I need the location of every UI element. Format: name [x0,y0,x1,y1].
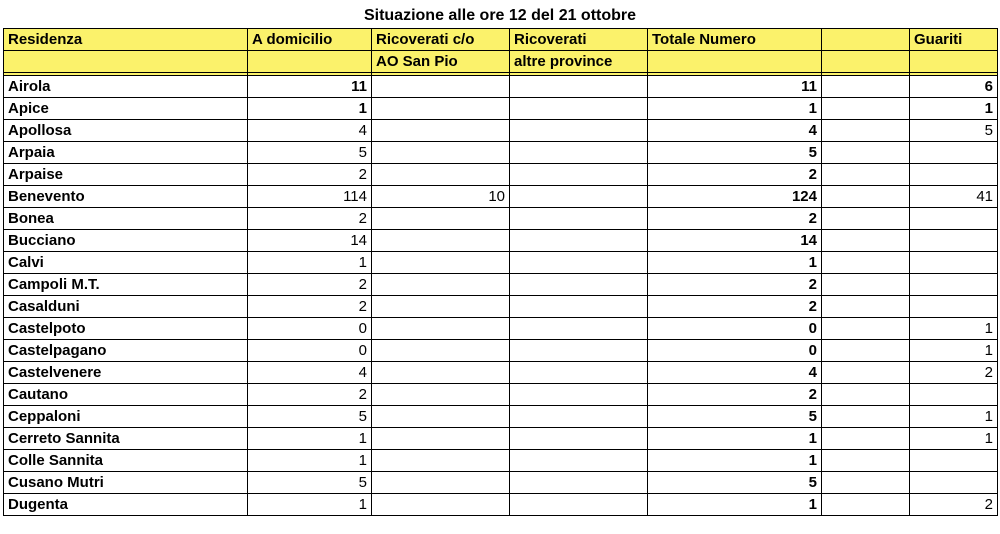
cell-blank[interactable] [822,296,910,318]
cell-ricoverati-altre[interactable] [510,274,648,296]
table-row [4,186,998,208]
cell-totale[interactable]: 1 [648,428,822,450]
cell-ricoverati-ao[interactable] [372,164,510,186]
cell-blank[interactable] [822,274,910,296]
table-row [4,208,998,230]
table-row [4,472,998,494]
header-sub-totale[interactable] [648,51,822,73]
header-row [4,29,998,51]
cell-domicilio[interactable]: 114 [248,186,372,208]
cell-residenza[interactable]: Bonea [4,208,248,230]
cell-ricoverati-altre[interactable] [510,142,648,164]
cell-totale[interactable]: 2 [648,164,822,186]
cell-residenza[interactable]: Airola [4,76,248,98]
cell-domicilio[interactable]: 0 [248,340,372,362]
cell-domicilio[interactable]: 2 [248,384,372,406]
header-sub-ricoverati-ao[interactable]: AO San Pio [372,51,510,73]
table-row [4,428,998,450]
cell-totale[interactable]: 11 [648,76,822,98]
cell-ricoverati-ao[interactable] [372,296,510,318]
cell-domicilio[interactable]: 2 [248,164,372,186]
cell-totale[interactable]: 5 [648,142,822,164]
cell-totale[interactable]: 124 [648,186,822,208]
cell-domicilio[interactable]: 1 [248,450,372,472]
cell-totale[interactable]: 5 [648,472,822,494]
cell-domicilio[interactable]: 4 [248,120,372,142]
table-row [4,494,998,516]
cell-totale[interactable]: 1 [648,494,822,516]
cell-totale[interactable]: 2 [648,384,822,406]
cell-domicilio[interactable]: 1 [248,98,372,120]
cell-domicilio[interactable]: 1 [248,428,372,450]
cell-blank[interactable] [822,384,910,406]
cell-totale[interactable]: 2 [648,208,822,230]
cell-ricoverati-altre[interactable] [510,450,648,472]
table-row [4,340,998,362]
cell-guariti[interactable] [910,230,998,252]
header-ricoverati-altre[interactable]: Ricoverati [510,29,648,51]
cell-totale[interactable]: 14 [648,230,822,252]
cell-domicilio[interactable]: 2 [248,296,372,318]
header-sub-ricoverati-altre[interactable]: altre province [510,51,648,73]
table-row [4,362,998,384]
cell-residenza[interactable]: Apice [4,98,248,120]
header-sub-guariti[interactable] [910,51,998,73]
cell-ricoverati-ao[interactable]: 10 [372,186,510,208]
cell-ricoverati-ao[interactable] [372,406,510,428]
table-row [4,450,998,472]
cell-guariti[interactable]: 2 [910,494,998,516]
cell-residenza[interactable]: Dugenta [4,494,248,516]
cell-ricoverati-altre[interactable] [510,296,648,318]
cell-guariti[interactable]: 1 [910,318,998,340]
cell-ricoverati-altre[interactable] [510,186,648,208]
cell-blank[interactable] [822,252,910,274]
cell-guariti[interactable]: 1 [910,406,998,428]
cell-ricoverati-altre[interactable] [510,208,648,230]
cell-guariti[interactable]: 1 [910,428,998,450]
table-row [4,296,998,318]
cell-totale[interactable]: 1 [648,252,822,274]
cell-totale[interactable]: 4 [648,120,822,142]
cell-guariti[interactable] [910,252,998,274]
cell-residenza[interactable]: Bucciano [4,230,248,252]
cell-ricoverati-altre[interactable] [510,164,648,186]
cell-domicilio[interactable]: 5 [248,406,372,428]
cell-ricoverati-ao[interactable] [372,362,510,384]
cell-blank[interactable] [822,318,910,340]
header-totale[interactable]: Totale Numero [648,29,822,51]
cell-guariti[interactable]: 1 [910,98,998,120]
cell-blank[interactable] [822,428,910,450]
cell-ricoverati-ao[interactable] [372,120,510,142]
cell-residenza[interactable]: Cautano [4,384,248,406]
cell-domicilio[interactable]: 2 [248,208,372,230]
cell-residenza[interactable]: Cusano Mutri [4,472,248,494]
sheet-title: Situazione alle ore 12 del 21 ottobre [363,7,637,24]
cell-residenza[interactable]: Arpaia [4,142,248,164]
table-row [4,98,998,120]
cell-blank[interactable] [822,230,910,252]
cell-totale[interactable]: 1 [648,450,822,472]
table-row [4,76,998,98]
cell-blank[interactable] [822,472,910,494]
cell-blank[interactable] [822,98,910,120]
cell-blank[interactable] [822,120,910,142]
cell-residenza[interactable]: Castelpagano [4,340,248,362]
cell-guariti[interactable]: 6 [910,76,998,98]
cell-ricoverati-altre[interactable] [510,120,648,142]
cell-ricoverati-ao[interactable] [372,230,510,252]
header-guariti[interactable]: Guariti [910,29,998,51]
cell-residenza[interactable]: Campoli M.T. [4,274,248,296]
header-sub-blank[interactable] [822,51,910,73]
cell-residenza[interactable]: Benevento [4,186,248,208]
cell-blank[interactable] [822,208,910,230]
cell-ricoverati-ao[interactable] [372,76,510,98]
table-row [4,230,998,252]
cell-totale[interactable]: 5 [648,406,822,428]
cell-guariti[interactable] [910,164,998,186]
cell-residenza[interactable]: Calvi [4,252,248,274]
cell-ricoverati-ao[interactable] [372,384,510,406]
cell-blank[interactable] [822,76,910,98]
table-row [4,384,998,406]
cell-guariti[interactable] [910,142,998,164]
table-row [4,164,998,186]
header-domicilio[interactable]: A domicilio [248,29,372,51]
table-row [4,252,998,274]
cell-guariti[interactable] [910,296,998,318]
cell-residenza[interactable]: Apollosa [4,120,248,142]
cell-ricoverati-altre[interactable] [510,406,648,428]
cell-domicilio[interactable]: 0 [248,318,372,340]
header-subrow [4,51,998,73]
cell-ricoverati-altre[interactable] [510,472,648,494]
table-row [4,274,998,296]
cell-totale[interactable]: 2 [648,296,822,318]
header-sub-domicilio[interactable] [248,51,372,73]
cell-blank[interactable] [822,362,910,384]
cell-ricoverati-altre[interactable] [510,230,648,252]
cell-ricoverati-altre[interactable] [510,340,648,362]
cell-ricoverati-ao[interactable] [372,274,510,296]
header-sub-residenza[interactable] [4,51,248,73]
cell-ricoverati-ao[interactable] [372,98,510,120]
cell-guariti[interactable] [910,472,998,494]
cases-table [3,28,998,516]
cell-blank[interactable] [822,340,910,362]
cell-domicilio[interactable]: 4 [248,362,372,384]
cell-ricoverati-ao[interactable] [372,252,510,274]
table-row [4,120,998,142]
cell-domicilio[interactable]: 11 [248,76,372,98]
table-row [4,142,998,164]
cell-guariti[interactable] [910,450,998,472]
cell-domicilio[interactable]: 2 [248,274,372,296]
table-row [4,318,998,340]
cell-totale[interactable]: 0 [648,340,822,362]
cell-ricoverati-ao[interactable] [372,142,510,164]
cell-blank[interactable] [822,450,910,472]
cell-domicilio[interactable]: 1 [248,252,372,274]
cell-ricoverati-ao[interactable] [372,428,510,450]
cell-blank[interactable] [822,142,910,164]
cell-residenza[interactable]: Casalduni [4,296,248,318]
cell-guariti[interactable]: 1 [910,340,998,362]
cell-blank[interactable] [822,186,910,208]
cell-domicilio[interactable]: 1 [248,494,372,516]
cell-guariti[interactable]: 41 [910,186,998,208]
cell-domicilio[interactable]: 14 [248,230,372,252]
cell-ricoverati-altre[interactable] [510,362,648,384]
cell-ricoverati-altre[interactable] [510,384,648,406]
cell-totale[interactable]: 1 [648,98,822,120]
cell-residenza[interactable]: Cerreto Sannita [4,428,248,450]
cell-blank[interactable] [822,406,910,428]
table-row [4,406,998,428]
cell-guariti[interactable] [910,384,998,406]
cell-totale[interactable]: 0 [648,318,822,340]
cell-residenza[interactable]: Arpaise [4,164,248,186]
header-blank[interactable] [822,29,910,51]
cell-ricoverati-ao[interactable] [372,208,510,230]
cell-ricoverati-altre[interactable] [510,76,648,98]
cell-totale[interactable]: 2 [648,274,822,296]
cell-domicilio[interactable]: 5 [248,472,372,494]
cell-blank[interactable] [822,164,910,186]
header-residenza[interactable]: Residenza [4,29,248,51]
cell-ricoverati-altre[interactable] [510,252,648,274]
cell-ricoverati-ao[interactable] [372,450,510,472]
cell-guariti[interactable] [910,274,998,296]
cell-guariti[interactable] [910,208,998,230]
cell-ricoverati-ao[interactable] [372,472,510,494]
cell-guariti[interactable]: 5 [910,120,998,142]
cell-residenza[interactable]: Ceppaloni [4,406,248,428]
cell-ricoverati-ao[interactable] [372,340,510,362]
header-ricoverati-ao[interactable]: Ricoverati c/o [372,29,510,51]
cell-ricoverati-ao[interactable] [372,494,510,516]
cell-ricoverati-altre[interactable] [510,494,648,516]
cell-residenza[interactable]: Castelpoto [4,318,248,340]
cell-ricoverati-ao[interactable] [372,318,510,340]
cell-domicilio[interactable]: 5 [248,142,372,164]
cell-totale[interactable]: 4 [648,362,822,384]
cell-guariti[interactable]: 2 [910,362,998,384]
cell-residenza[interactable]: Colle Sannita [4,450,248,472]
cell-ricoverati-altre[interactable] [510,428,648,450]
cell-residenza[interactable]: Castelvenere [4,362,248,384]
cell-blank[interactable] [822,494,910,516]
cell-ricoverati-altre[interactable] [510,318,648,340]
cell-ricoverati-altre[interactable] [510,98,648,120]
